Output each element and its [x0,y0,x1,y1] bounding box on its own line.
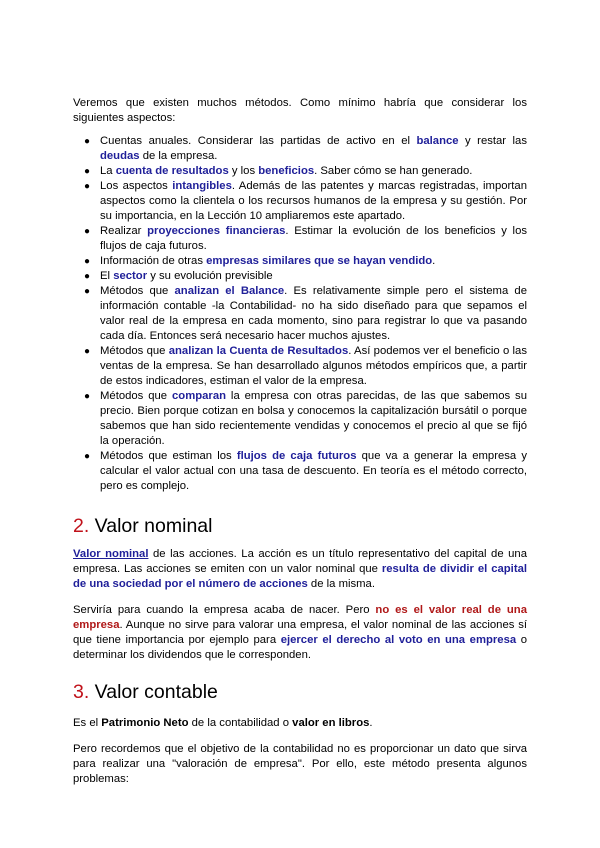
section-number: 2. [73,515,90,537]
highlight-red: no es el valor real de una empresa [73,604,527,631]
list-item: ● Realizar proyecciones financieras. Estimar la evolución de los beneficios y los flujos de caja futuros. [84,225,527,252]
bullet-icon: ● [84,226,91,237]
highlight: analizan la Cuenta de Resultados [168,345,349,357]
list-item: ● Métodos que analizan el Balance. Es relativamente simple pero el sistema de información contable -la Contabilidad- no ha sido diseñado para que sepamos el valor real de la empresa en cada momento, sino para registrar lo que va pasando cada día. Entonces será necesario hacer muchos ajustes. [84,285,527,342]
valor-contable-paragraph-1: Es el Patrimonio Neto de la contabilidad o valor en libros. [73,717,373,729]
bold-term: Patrimonio Neto [101,717,189,729]
aspects-list [73,134,527,494]
valor-contable-paragraph-2: Pero recordemos que el objetivo de la contabilidad no es proporcionar un dato que sirva para realizar una "valoración de empresa". Por ello, este método presenta algunos problemas: [73,743,527,785]
highlight: deudas [100,150,140,162]
highlight: resulta de dividir el capital de una sociedad por el número de acciones [73,563,527,590]
highlight: beneficios [258,165,315,177]
highlight: ejercer el derecho al voto en una empresa [280,634,517,646]
list-item: ● Los aspectos intangibles. Además de las patentes y marcas registradas, importan aspectos como la clientela o los recursos humanos de la empresa y su gestión. Por su importancia, en la Lección 10 ampliaremos este apartado. [84,180,527,222]
list-item: ● Métodos que comparan la empresa con otras parecidas, de las que sabemos su precio. Bien porque cotizan en bolsa y conocemos la capitalización bursátil o porque sabemos que han sido recientemente vendidas y conocemos el precio al que se fijó la operación. [84,390,527,447]
bullet-icon: ● [84,136,91,147]
bullet-icon: ● [84,451,91,462]
section-title: Valor contable [89,681,218,703]
highlight: analizan el Balance [174,285,285,297]
highlight: cuenta de resultados [115,165,229,177]
highlight: balance [416,135,459,147]
highlight: flujos de caja futuros [236,450,357,462]
bullet-icon: ● [84,286,91,297]
list-item: ● Información de otras empresas similares que se hayan vendido. [84,255,436,267]
list-item: ● El sector y su evolución previsible [84,270,273,282]
highlight: Valor nominal [73,548,149,560]
bold-term: valor en libros [292,717,370,729]
list-item: ● Métodos que analizan la Cuenta de Resultados. Así podemos ver el beneficio o las ventas de la empresa. Se han desarrollado algunos métodos empíricos que, a partir de estos indicadores, estiman el valor de la empresa. [84,345,527,387]
highlight: comparan [172,390,227,402]
valor-nominal-paragraph-2: Serviría para cuando la empresa acaba de nacer. Pero no es el valor real de una empresa. Aunque no sirve para valorar una empresa, el valor nominal de las acciones sí que tiene importancia por ejemplo para ejercer el derecho al voto en una empresa o determinar los dividendos que le corresponden. [73,604,527,661]
bullet-icon: ● [84,391,91,402]
highlight: sector [113,270,148,282]
bullet-icon: ● [84,256,91,267]
document-page [73,96,527,787]
bullet-icon: ● [84,166,91,177]
bullet-icon: ● [84,346,91,357]
intro-paragraph: Veremos que existen muchos métodos. Como mínimo habría que considerar los siguientes aspectos: [73,97,527,124]
section-heading-valor-contable [73,680,527,704]
highlight: intangibles [172,180,232,192]
valor-nominal-paragraph-1: Valor nominal de las acciones. La acción es un título representativo del capital de una empresa. Las acciones se emiten con un valor nominal que resulta de dividir el capital de una sociedad por el número de acciones de la misma. [73,548,527,590]
bullet-icon: ● [84,181,91,192]
section-title: Valor nominal [89,515,213,537]
section-heading-valor-nominal [73,514,527,538]
highlight: empresas similares que se hayan vendido [206,255,433,267]
list-item: ● La cuenta de resultados y los beneficios. Saber cómo se han generado. [84,165,473,177]
highlight: proyecciones financieras [147,225,286,237]
list-item: ● Cuentas anuales. Considerar las partidas de activo en el balance y restar las deudas de la empresa. [84,135,527,162]
bullet-icon: ● [84,271,91,282]
section-number: 3. [73,681,90,703]
list-item: ● Métodos que estiman los flujos de caja futuros que va a generar la empresa y calcular el valor actual con una tasa de descuento. En teoría es el método correcto, pero es complejo. [84,450,527,492]
